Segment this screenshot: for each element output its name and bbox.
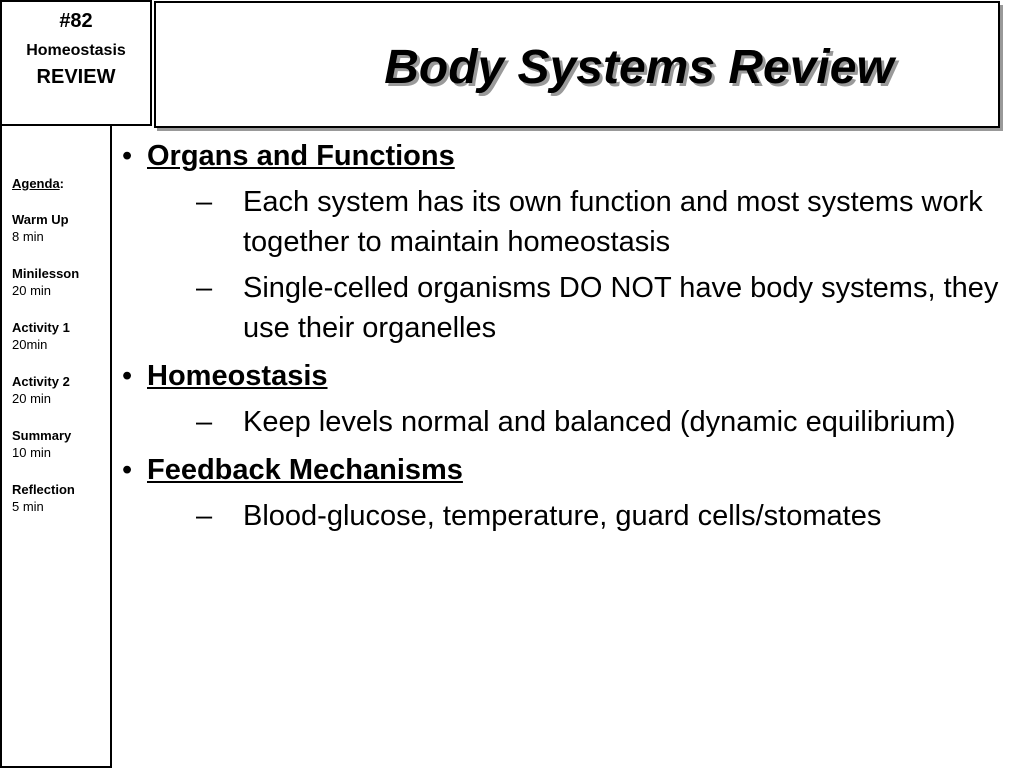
agenda-item (12, 481, 79, 516)
bullet-heading: Feedback Mechanisms (147, 454, 463, 486)
lesson-number: #82 (59, 10, 93, 32)
dash-icon: – (196, 500, 213, 532)
bullet-feedback-mechanisms (118, 450, 1008, 490)
agenda-item-name: Warm Up (12, 212, 69, 227)
sub-point (118, 182, 1008, 262)
bullet-icon: • (122, 454, 133, 486)
dash-icon: – (196, 186, 213, 218)
dash-icon: – (196, 272, 213, 304)
agenda-item-time: 5 min (12, 499, 44, 514)
agenda-item-time: 20min (12, 337, 48, 352)
bullet-homeostasis (118, 356, 1008, 396)
agenda-item (12, 319, 79, 354)
lesson-label-box (0, 0, 152, 126)
sub-point-text: Single-celled organisms DO NOT have body systems, they use their organelles (243, 272, 999, 344)
lesson-subtitle: REVIEW (36, 66, 116, 88)
agenda-panel (0, 126, 112, 768)
sub-point (118, 496, 1008, 536)
sub-point (118, 402, 1008, 442)
bullet-icon: • (122, 140, 133, 172)
agenda-heading (12, 176, 79, 192)
sub-point (118, 268, 1008, 348)
sub-point-text: Blood-glucose, temperature, guard cells/stomates (243, 500, 882, 532)
agenda-item-time: 20 min (12, 283, 52, 298)
bullet-heading: Organs and Functions (147, 140, 455, 172)
agenda-item-time: 20 min (12, 391, 52, 406)
slide-title: Body Systems Review (384, 41, 894, 94)
sub-point-text: Each system has its own function and most systems work together to maintain homeostasis (243, 186, 983, 258)
agenda-heading-colon: : (59, 176, 65, 191)
bullet-organs-and-functions (118, 136, 1008, 176)
sub-point-text: Keep levels normal and balanced (dynamic equilibrium) (243, 406, 956, 438)
agenda-item-name: Reflection (12, 482, 75, 497)
agenda-item-name: Minilesson (12, 266, 80, 281)
dash-icon: – (196, 406, 213, 438)
agenda-item (12, 427, 79, 462)
agenda-item-time: 10 min (12, 445, 52, 460)
agenda-heading-label: Agenda (12, 176, 60, 191)
bullet-icon: • (122, 360, 133, 392)
agenda-item-name: Activity 1 (12, 320, 70, 335)
agenda-list (12, 176, 79, 516)
bullet-heading: Homeostasis (147, 360, 328, 392)
agenda-item (12, 265, 79, 300)
agenda-item-name: Summary (12, 428, 72, 443)
agenda-item (12, 373, 79, 408)
title-box (154, 1, 1000, 128)
slide-content (118, 136, 1008, 536)
agenda-item-time: 8 min (12, 229, 44, 244)
agenda-item (12, 211, 79, 246)
agenda-item-name: Activity 2 (12, 374, 70, 389)
lesson-topic: Homeostasis (26, 42, 126, 59)
